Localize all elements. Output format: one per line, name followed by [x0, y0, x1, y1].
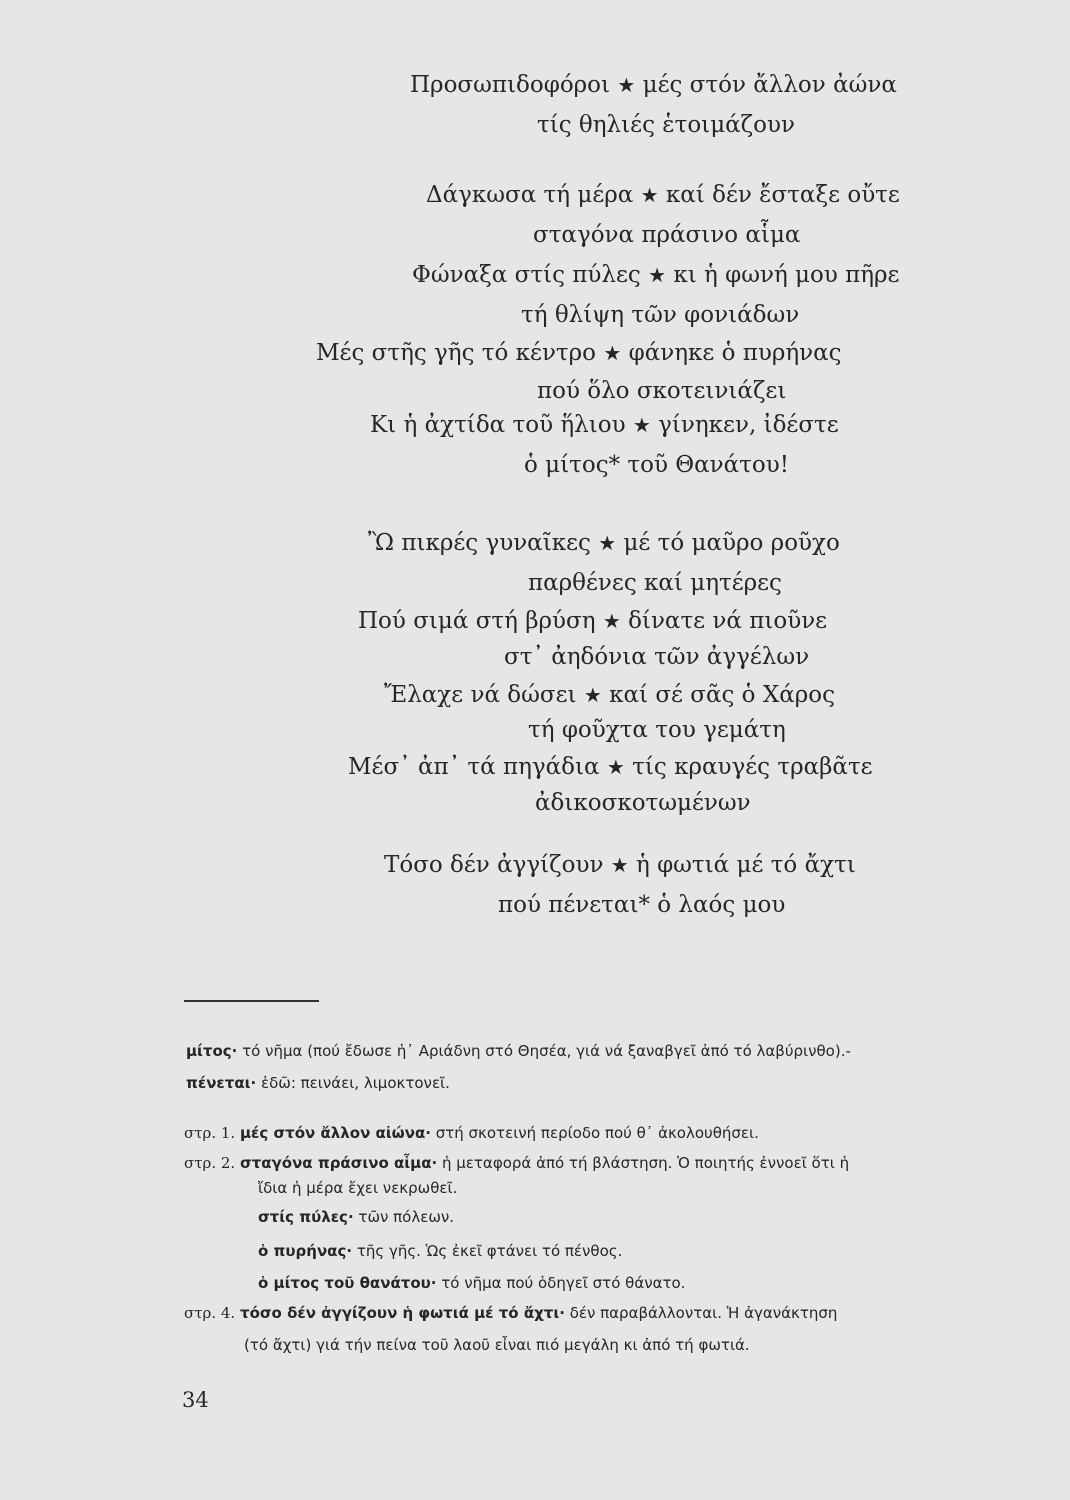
stanza-label: στρ. 2.	[184, 1154, 236, 1172]
poem-line-part-b: φάνηκε ὁ πυρήνας	[628, 340, 842, 366]
star-icon: ★	[603, 341, 622, 365]
poem-line	[358, 606, 827, 636]
poem-line-part-a: σταγόνα πράσινο αἷμα	[533, 222, 801, 248]
footnote	[258, 1206, 454, 1228]
star-icon: ★	[632, 413, 651, 437]
footnote	[244, 1334, 750, 1356]
star-icon: ★	[648, 263, 666, 287]
footnote-text: ἴδια ἡ μέρα ἔχει νεκρωθεῖ.	[258, 1179, 458, 1197]
footnote	[258, 1177, 457, 1199]
poem-line	[384, 850, 856, 880]
poem-line-part-b: δίνατε νά πιοῦνε	[628, 608, 828, 634]
poem-line-part-a: Μέσ᾽ ἀπ᾽ τά πηγάδια	[348, 754, 600, 780]
poem-line-part-b: μέ τό μαῦρο ροῦχο	[623, 530, 840, 556]
footnote-text: ἡ μεταφορά ἀπό τή βλάστηση. Ὁ ποιητής ἐννοεῖ ὅτι ἡ	[437, 1154, 850, 1172]
star-icon: ★	[610, 853, 629, 877]
poem-line-part-b: τίς κραυγές τραβᾶτε	[632, 754, 873, 780]
page-number: 34	[182, 1388, 209, 1412]
star-icon: ★	[606, 755, 625, 779]
poem-line-part-b: μές στόν ἄλλον ἀώνα	[642, 72, 897, 98]
footnote	[184, 1122, 759, 1144]
footnote-term: πένεται·	[186, 1074, 257, 1092]
footnote-term: ὁ πυρήνας·	[258, 1242, 353, 1260]
poem-line	[412, 260, 899, 290]
footnote-text: τό νῆμα (πού ἔδωσε ἡ᾽ Αριάδνη στό Θησέα, γιά νά ξαναβγεῖ ἀπό τό λαβύρινθο).-	[237, 1042, 851, 1060]
poem-line-part-a: Ἔλαχε νά δώσει	[384, 682, 577, 708]
footnote-text: (τό ἄχτι) γιά τήν πείνα τοῦ λαοῦ εἶναι πιό μεγάλη κι ἀπό τή φωτιά.	[244, 1336, 750, 1354]
footnote	[186, 1040, 851, 1062]
footnote-term: μίτος·	[186, 1042, 238, 1060]
footnote-text: δέν παραβάλλονται. Ἡ ἀγανάκτηση	[564, 1304, 838, 1322]
poem-line	[528, 715, 786, 745]
footnote-term: τόσο δέν ἀγγίζουν ἡ φωτιά μέ τό ἄχτι·	[240, 1304, 565, 1322]
footnote-text: ἐδῶ: πεινάει, λιμοκτονεῖ.	[256, 1074, 450, 1092]
stanza-label: στρ. 1.	[184, 1124, 236, 1142]
footnote	[258, 1240, 622, 1262]
star-icon: ★	[602, 609, 621, 633]
poem-line	[521, 300, 799, 330]
poem-line	[410, 70, 897, 100]
poem-line	[524, 450, 789, 480]
footnote	[184, 1152, 849, 1174]
poem-line-part-b: κι ἡ φωνή μου πῆρε	[673, 262, 900, 288]
poem-line-part-a: Κι ἡ ἀχτίδα τοῦ ἥλιου	[370, 412, 626, 438]
footnote-text: τῆς γῆς. Ὡς ἐκεῖ φτάνει τό πένθος.	[352, 1242, 623, 1260]
poem-line	[348, 752, 873, 782]
poem-line-part-a: πού ὅλο σκοτεινιάζει	[537, 378, 787, 404]
poem-line-part-a: τή φοῦχτα του γεμάτη	[528, 717, 786, 743]
footnote	[258, 1272, 685, 1294]
poem-line-part-a: τή θλίψη τῶν φονιάδων	[521, 302, 800, 328]
poem-line-part-a: τίς θηλιές ἑτοιμάζουν	[537, 112, 795, 138]
footnote	[186, 1072, 450, 1094]
poem-line-part-b: γίνηκεν, ἰδέστε	[658, 412, 839, 438]
footnote-term: σταγόνα πράσινο αἷμα·	[240, 1154, 438, 1172]
poem-line	[316, 338, 842, 368]
footnote-term: στίς πύλες·	[258, 1208, 354, 1226]
footnote-term: μές στόν ἄλλον αἰώνα·	[240, 1124, 431, 1142]
poem-line-part-a: στ᾽ ἀηδόνια τῶν ἀγγέλων	[504, 644, 810, 670]
poem-line-part-a: παρθένες καί μητέρες	[528, 570, 782, 596]
poem-line-part-a: ἀδικοσκοτωμένων	[535, 790, 751, 816]
poem-line-part-a: Προσωπιδοφόροι	[410, 72, 611, 98]
poem-line	[537, 376, 786, 406]
poem-line	[537, 110, 795, 140]
poem-line	[498, 890, 785, 920]
footnote-term: ὁ μίτος τοῦ θανάτου·	[258, 1274, 437, 1292]
stanza-label: στρ. 4.	[184, 1304, 236, 1322]
poem-line	[384, 680, 835, 710]
footnote-text: τῶν πόλεων.	[353, 1208, 455, 1226]
poem-line-part-a: Πού σιμά στή βρύση	[358, 608, 596, 634]
star-icon: ★	[598, 531, 617, 555]
poem-line-part-a: Δάγκωσα τή μέρα	[426, 182, 634, 208]
poem-line	[368, 528, 840, 558]
poem-line-part-b: καί δέν ἔσταξε οὔτε	[665, 182, 900, 208]
footnote-divider	[184, 1000, 319, 1002]
poem-line	[528, 568, 782, 598]
poem-line-part-b: καί σέ σᾶς ὁ Χάρος	[609, 682, 835, 708]
poem-line	[370, 410, 839, 440]
star-icon: ★	[617, 73, 636, 97]
poem-line-part-a: Μές στῆς γῆς τό κέντρο	[316, 340, 597, 366]
poem-line-part-b: ἡ φωτιά μέ τό ἄχτι	[635, 852, 856, 878]
footnote	[184, 1302, 837, 1324]
star-icon: ★	[640, 183, 659, 207]
footnote-text: στή σκοτεινή περίοδο πού θ᾽ ἀκολουθήσει.	[430, 1124, 759, 1142]
poem-line-part-a: Τόσο δέν ἀγγίζουν	[384, 852, 604, 878]
star-icon: ★	[583, 683, 602, 707]
poem-line	[533, 220, 800, 250]
footnote-text: τό νῆμα πού ὁδηγεῖ στό θάνατο.	[436, 1274, 686, 1292]
poem-line-part-a: ὁ μίτος* τοῦ Θανάτου!	[524, 452, 789, 478]
poem-line	[535, 788, 751, 818]
poem-line	[426, 180, 900, 210]
poem-line-part-a: πού πένεται* ὁ λαός μου	[498, 892, 786, 918]
poem-line-part-a: Ὢ πικρές γυναῖκες	[368, 530, 591, 556]
poem-line	[504, 642, 809, 672]
poem-line-part-a: Φώναξα στίς πύλες	[412, 262, 641, 288]
